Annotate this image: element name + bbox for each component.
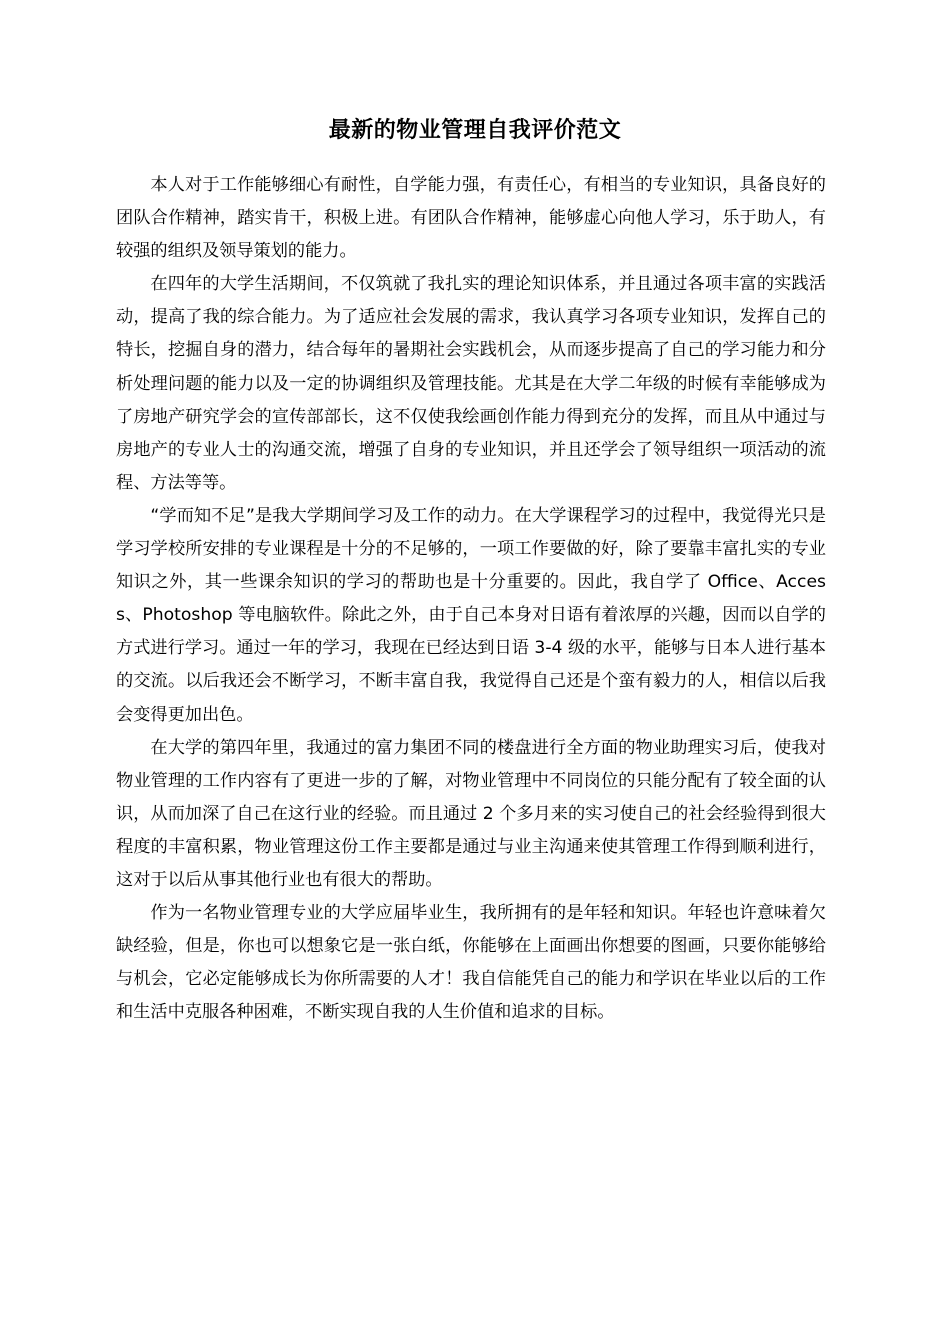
paragraph-1: 本人对于工作能够细心有耐性，自学能力强，有责任心，有相当的专业知识，具备良好的团队合作精神，踏实肯干，积极上进。有团队合作精神，能够虚心向他人学习，乐于助人，有较强的组织及领导策划的能力。	[116, 175, 826, 262]
paragraph-4: 在大学的第四年里，我通过的富力集团不同的楼盘进行全方面的物业助理实习后，使我对物业管理的工作内容有了更进一步的了解，对物业管理中不同岗位的只能分配有了较全面的认识，从而加深了自己在这行业的经验。而且通过 2 个多月来的实习使自己的社会经验得到很大程度的丰富积累，物业管理这份工作主要都是通过与业主沟通来使其管理工作得到顺利进行，这对于以后从事其他行业也有很大的帮助。	[116, 737, 826, 890]
paragraph-5: 作为一名物业管理专业的大学应届毕业生，我所拥有的是年轻和知识。年轻也许意味着欠缺经验，但是，你也可以想象它是一张白纸，你能够在上面画出你想要的图画，只要你能够给与机会，它必定能够成长为你所需要的人才！我自信能凭自己的能力和学识在毕业以后的工作和生活中克服各种困难，不断实现自我的人生价值和追求的目标。	[116, 903, 826, 1023]
document-body	[116, 169, 826, 1029]
document-title: 最新的物业管理自我评价范文	[328, 118, 622, 143]
paragraph-3: “学而知不足”是我大学期间学习及工作的动力。在大学课程学习的过程中，我觉得光只是学习学校所安排的专业课程是十分的不足够的，一项工作要做的好，除了要靠丰富扎实的专业知识之外，其一些课余知识的学习的帮助也是十分重要的。因此，我自学了 Office、Access、Photoshop 等电脑软件。除此之外，由于自己本身对日语有着浓厚的兴趣，因而以自学的方式进行学习。通过一年的学习，我现在已经达到日语 3-4 级的水平，能够与日本人进行基本的交流。以后我还会不断学习，不断丰富自我，我觉得自己还是个蛮有毅力的人，相信以后我会变得更加出色。	[116, 505, 826, 725]
paragraph-2: 在四年的大学生活期间，不仅筑就了我扎实的理论知识体系，并且通过各项丰富的实践活动，提高了我的综合能力。为了适应社会发展的需求，我认真学习各项专业知识，发挥自己的特长，挖掘自身的潜力，结合每年的暑期社会实践机会，从而逐步提高了自己的学习能力和分析处理问题的能力以及一定的协调组织及管理技能。尤其是在大学二年级的时候有幸能够成为了房地产研究学会的宣传部部长，这不仅使我绘画创作能力得到充分的发挥，而且从中通过与房地产的专业人士的沟通交流，增强了自身的专业知识，并且还学会了领导组织一项活动的流程、方法等等。	[116, 274, 826, 493]
